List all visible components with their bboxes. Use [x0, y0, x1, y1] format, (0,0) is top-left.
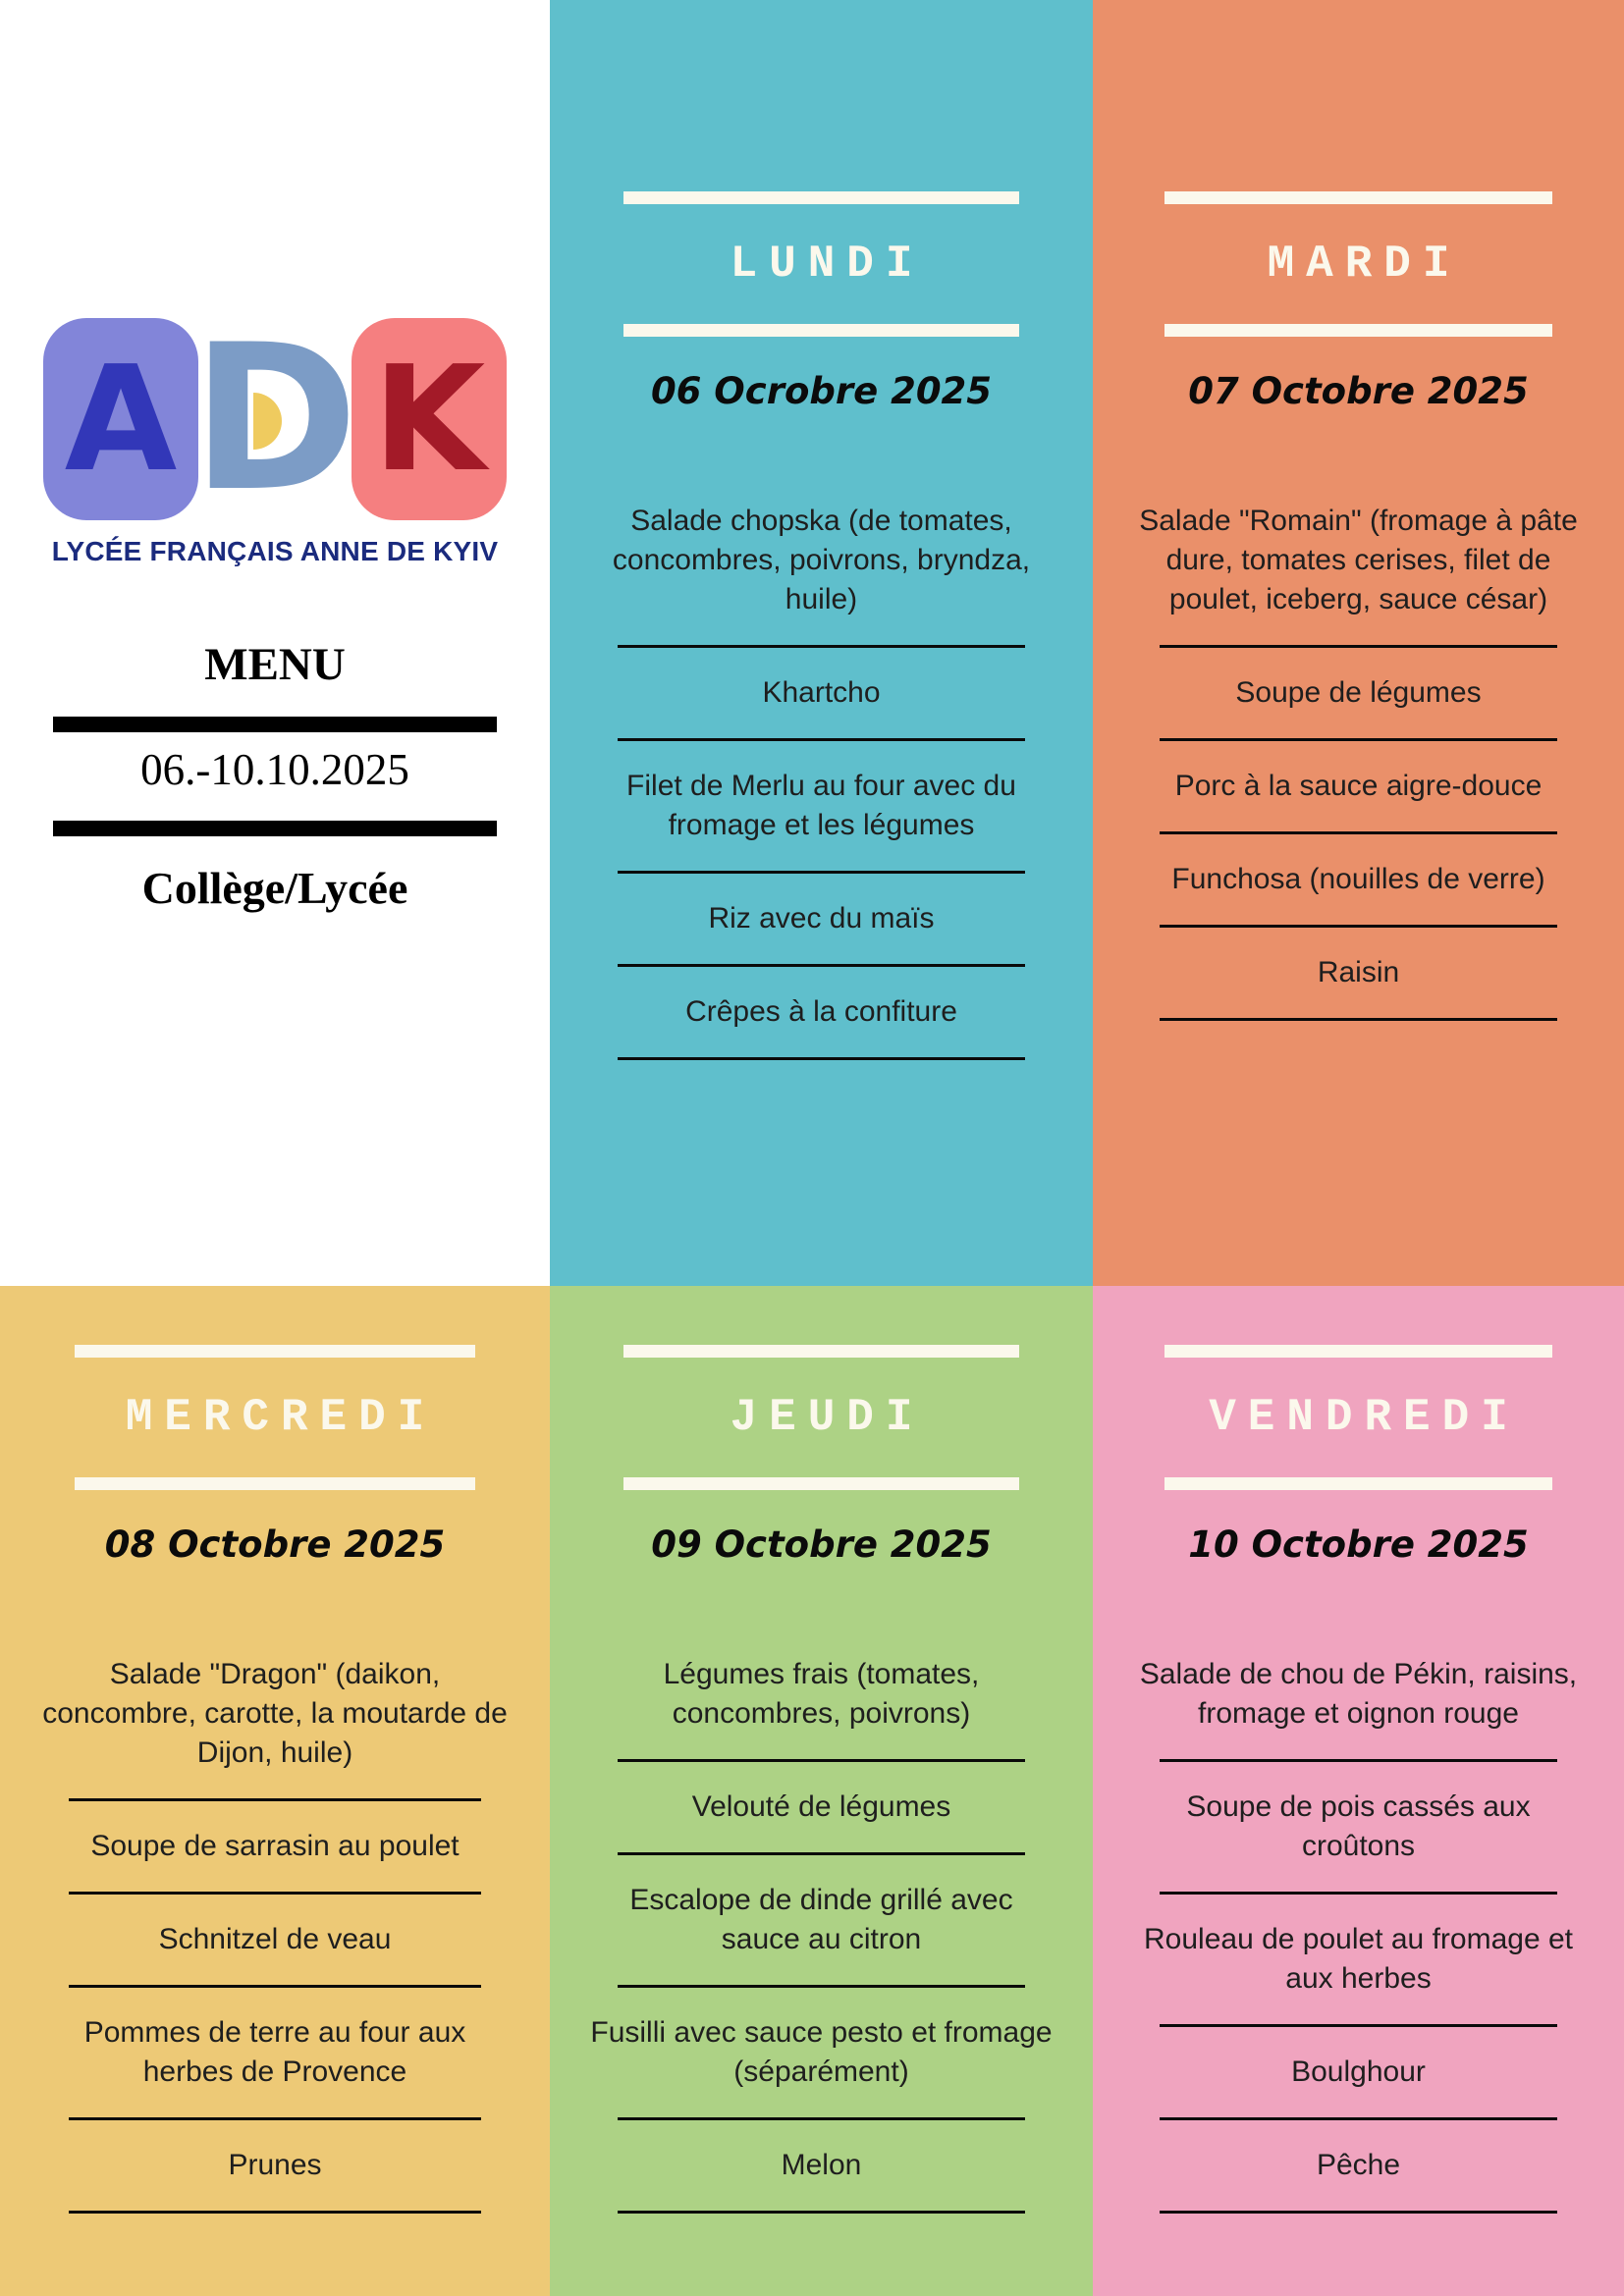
- day-date: 06 Ocrobre 2025: [650, 370, 993, 412]
- header-rule: [1164, 324, 1552, 337]
- day-name: JEUDI: [730, 1392, 925, 1443]
- header-rule: [75, 1345, 476, 1358]
- item-divider: [618, 1759, 1025, 1762]
- item-divider: [69, 2211, 481, 2214]
- menu-item: Prunes: [228, 2149, 322, 2181]
- day-date: 07 Octobre 2025: [1188, 370, 1529, 412]
- logo-letter-d: D: [190, 302, 359, 536]
- menu-item: Légumes frais (tomates, concombres, poivrons): [663, 1658, 980, 1730]
- menu-item: Pêche: [1316, 2149, 1401, 2181]
- menu-item: Pommes de terre au four aux herbes de Provence: [83, 2016, 466, 2088]
- day-date: 08 Octobre 2025: [104, 1523, 446, 1566]
- menu-item: Crêpes à la confiture: [685, 995, 957, 1028]
- day-card-jeudi: [550, 1286, 1093, 2296]
- menu-item: Soupe de pois cassés aux croûtons: [1186, 1790, 1531, 1862]
- menu-item: Rouleau de poulet au fromage et aux herbes: [1144, 1923, 1573, 1995]
- item-divider: [1160, 1892, 1558, 1895]
- item-divider: [618, 964, 1025, 967]
- heading-divider-bar: [53, 821, 497, 836]
- menu-item: Velouté de légumes: [691, 1790, 951, 1823]
- item-divider: [1160, 925, 1558, 928]
- logo-tile-d: [190, 302, 359, 536]
- menu-item: Soupe de légumes: [1235, 676, 1482, 709]
- item-divider: [1160, 645, 1558, 648]
- menu-item: Raisin: [1317, 956, 1400, 988]
- day-name: VENDREDI: [1209, 1392, 1520, 1443]
- heading-divider-bar: [53, 717, 497, 732]
- header-rule: [1164, 1477, 1552, 1490]
- item-divider: [1160, 1759, 1558, 1762]
- header-rule: [623, 324, 1020, 337]
- logo-tile-a: [43, 318, 198, 520]
- menu-item: Funchosa (nouilles de verre): [1171, 863, 1545, 895]
- item-divider: [618, 645, 1025, 648]
- info-panel: [0, 0, 550, 1286]
- menu-item: Soupe de sarrasin au poulet: [90, 1830, 460, 1862]
- item-divider: [618, 1057, 1025, 1060]
- day-card-lundi: [550, 0, 1093, 1286]
- day-name: LUNDI: [730, 239, 925, 290]
- menu-item: Salade chopska (de tomates, concombres, poivrons, bryndza, huile): [612, 505, 1031, 615]
- day-card-mercredi: [0, 1286, 550, 2296]
- menu-item: Salade "Dragon" (daikon, concombre, carotte, la moutarde de Dijon, huile): [42, 1658, 508, 1769]
- header-rule: [1164, 191, 1552, 204]
- item-divider: [618, 2211, 1025, 2214]
- header-rule: [623, 191, 1020, 204]
- item-divider: [1160, 738, 1558, 741]
- menu-heading: [0, 638, 550, 914]
- item-divider: [69, 2117, 481, 2120]
- item-divider: [69, 1798, 481, 1801]
- day-items: [550, 476, 1093, 1060]
- menu-item: Escalope de dinde grillé avec sauce au citron: [629, 1884, 1013, 1955]
- item-divider: [618, 871, 1025, 874]
- header-rule: [623, 1345, 1020, 1358]
- logo-letter-a: A: [64, 335, 178, 504]
- day-date: 10 Octobre 2025: [1188, 1523, 1529, 1566]
- header-rule: [1164, 1345, 1552, 1358]
- logo-caption: LYCÉE FRANÇAIS ANNE DE KYIV: [51, 536, 499, 566]
- day-items: [550, 1629, 1093, 2214]
- item-divider: [69, 1985, 481, 1988]
- menu-item: Khartcho: [762, 676, 881, 709]
- item-divider: [618, 1852, 1025, 1855]
- item-divider: [1160, 2024, 1558, 2027]
- menu-item: Riz avec du maïs: [708, 902, 935, 934]
- menu-item: Melon: [781, 2149, 862, 2181]
- menu-item: Filet de Merlu au four avec du fromage et les légumes: [626, 770, 1016, 841]
- logo-letter-k: K: [372, 335, 486, 504]
- item-divider: [1160, 831, 1558, 834]
- day-date: 09 Octobre 2025: [651, 1523, 992, 1566]
- menu-item: Fusilli avec sauce pesto et fromage (séparément): [590, 2016, 1053, 2088]
- school-logo: [43, 302, 507, 567]
- day-items: [1093, 476, 1624, 1021]
- day-name: MARDI: [1267, 239, 1462, 290]
- menu-title: MENU: [204, 639, 346, 690]
- logo-tile-k: [352, 318, 507, 520]
- header-rule: [75, 1477, 476, 1490]
- day-card-vendredi: [1093, 1286, 1624, 2296]
- item-divider: [1160, 2211, 1558, 2214]
- day-card-mardi: [1093, 0, 1624, 1286]
- item-divider: [618, 2117, 1025, 2120]
- menu-item: Porc à la sauce aigre-douce: [1174, 770, 1543, 802]
- item-divider: [1160, 2117, 1558, 2120]
- header-rule: [623, 1477, 1020, 1490]
- item-divider: [1160, 1018, 1558, 1021]
- day-name: MERCREDI: [125, 1392, 437, 1443]
- day-items: [0, 1629, 550, 2214]
- menu-date-range: 06.-10.10.2025: [140, 745, 409, 794]
- menu-audience: Collège/Lycée: [141, 863, 408, 913]
- item-divider: [618, 1985, 1025, 1988]
- menu-item: Schnitzel de veau: [158, 1923, 392, 1955]
- day-items: [1093, 1629, 1624, 2214]
- menu-item: Boulghour: [1291, 2056, 1426, 2088]
- menu-item: Salade de chou de Pékin, raisins, fromage et oignon rouge: [1139, 1658, 1578, 1730]
- item-divider: [69, 1892, 481, 1895]
- menu-item: Salade "Romain" (fromage à pâte dure, tomates cerises, filet de poulet, iceberg, sauce césar): [1139, 505, 1578, 615]
- logo-tiles: [43, 302, 507, 536]
- item-divider: [618, 738, 1025, 741]
